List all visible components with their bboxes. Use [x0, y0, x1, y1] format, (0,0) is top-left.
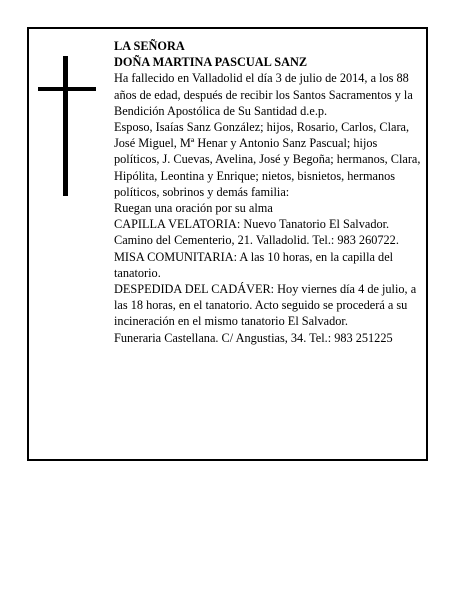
deceased-name: DOÑA MARTINA PASCUAL SANZ — [114, 55, 308, 70]
prayer-request: Ruegan una oración por su alma — [114, 201, 273, 216]
farewell-info: DESPEDIDA DEL CADÁVER: Hoy viernes día 4 de julio, a las 18 horas, en el tanatorio. Acto seguido se procederá a su incineración en el mismo tanatorio El Salvador. — [114, 282, 417, 329]
funeral-home-info: Funeraria Castellana. C/ Angustias, 34. Tel.: 983 251225 — [114, 330, 393, 345]
honorific: LA SEÑORA — [114, 39, 185, 53]
family-list: Esposo, Isaías Sanz González; hijos, Rosario, Carlos, Clara, José Miguel, Mª Henar y Antonio Sanz Pascual; hijos políticos, J. Cuevas, Avelina, José y Begoña; hermanos, Clara, Hipólita, Leontina y Enrique; nietos, bisnietos, hermanos políticos, sobrinos y demás familia: — [114, 120, 421, 199]
chapel-info: CAPILLA VELATORIA: Nuevo Tanatorio El Salvador. Camino del Cementerio, 21. Valladolid. Tel.: 983 260722. MISA COMUNITARIA: A las 10 horas, en la capilla del tanatorio. — [114, 217, 399, 280]
obituary-text — [114, 38, 424, 346]
cross-icon — [38, 56, 96, 196]
passing-statement: Ha fallecido en Valladolid el día 3 de julio de 2014, a los 88 años de edad, después de recibir los Santos Sacramentos y la Bendición Apostólica de Su Santidad d.e.p. — [114, 71, 413, 118]
cross-horizontal-bar — [38, 87, 96, 91]
cross-vertical-bar — [63, 56, 68, 196]
